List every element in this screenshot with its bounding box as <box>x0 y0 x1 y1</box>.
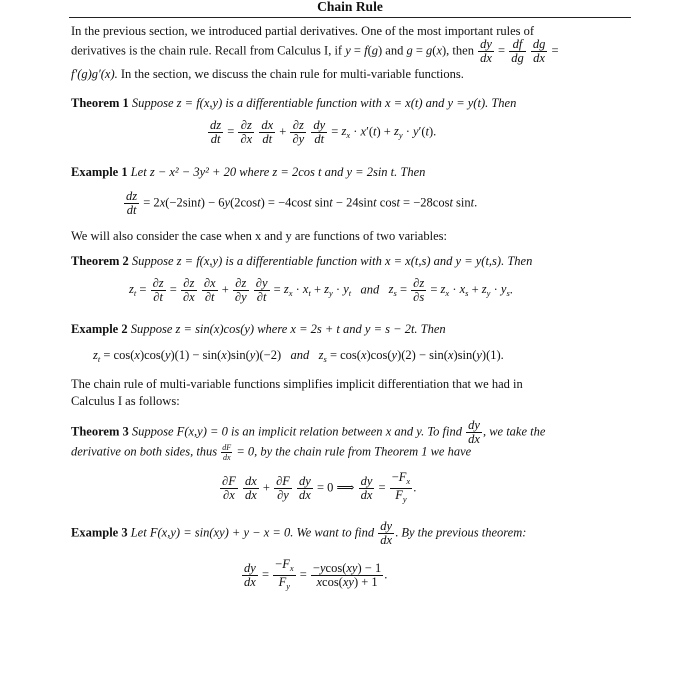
theorem2-label: Theorem 2 <box>71 254 129 268</box>
transition-text: We will also consider the case when x and y are functions of two variables: <box>71 229 447 243</box>
example3-text-b: By the previous theorem: <box>401 525 527 540</box>
example2-formula: $z_t = \cos(x)\cos(y)(1) - \sin(x)\sin(y)(-2)$ and $z_s = \cos(x)\cos(y)(2) - \sin(x)\sin(y)(1)$. <box>93 348 504 364</box>
example3-formula: $\frac{dy}{dx}$ = $\frac{-F_x}{F_y}$ = $\frac{-ycos(xy) - 1}{xcos(xy) + 1}$ . <box>244 557 388 591</box>
theorem1-text: Suppose z = f(x,y) is a differentiable function with x = x(t) and y = y(t). Then <box>131 96 517 110</box>
example1-formula: $\frac{dz}{dt}$ = 2x(−2sint) − 6y(2cost) = −4cost sint − 24sint cost = −28cost sint. <box>126 189 478 217</box>
theorem1-label: Theorem 1 <box>71 96 129 110</box>
df-dg-fraction: $\frac{df}{dg}$ <box>511 37 524 65</box>
section-title: Chain Rule <box>69 0 631 18</box>
example1-statement <box>71 164 558 181</box>
theorem3-line-2: derivative on both sides, thus $\frac{dF}{dx}$ = 0, by the chain rule from Theorem 1 we have <box>71 443 472 462</box>
dg-dx-fraction: $\frac{dg}{dx}$ <box>532 37 546 65</box>
theorem1-formula: $\frac{dz}{dt}$ = $\frac{\partial z}{\partial x}$ $\frac{dx}{dt}$ + $\frac{\partial z}{\partial y}$ $\frac{dy}{dt}$ = $z_x \cdot x'(t) + z_y \cdot y'(t)$. <box>210 118 437 146</box>
theorem2-statement <box>71 253 558 270</box>
example2-statement <box>71 321 558 338</box>
theorem3-line-1: Theorem 3 Suppose F(x,y) = 0 is an implicit relation between x and y. To find $\frac{dy}{dx}$ , we take the <box>71 418 546 446</box>
example1-label: Example 1 <box>71 165 128 179</box>
intro-text-b: In the section, we discuss the chain rule for multi-variable functions. <box>120 67 464 81</box>
intro-line-2: derivatives is the chain rule. Recall from Calculus I, if y = f(g) and g = g(x), then $\frac{dy}{dx}$ = $\frac{df}{dg}$ $\frac{dg}{dx}$ = <box>71 37 559 65</box>
example3-label: Example 3 <box>71 525 128 540</box>
intro-line-3 <box>71 66 558 83</box>
theorem1-statement <box>71 95 558 112</box>
intro-formula-b: f′(g)g′(x). <box>71 67 118 81</box>
implicit-intro-text: The chain rule of multi-variable functions simplifies implicit differentiation that we had in Calculus I as follows: <box>71 377 523 408</box>
theorem2-formula: $z_t$ = $\frac{\partial z}{\partial t}$ = $\frac{\partial z}{\partial x}$ $\frac{\partial x}{\partial t}$ + $\frac{\partial z}{\partial y}$ $\frac{\partial y}{\partial t}$ = $z_x \cdot x_t + z_y \cdot y_t$ and $z_s$ = $\frac{\partial z}{\partial s}$ = $z_x \cdot x_s + z_y \cdot y_s$. <box>129 276 513 304</box>
example2-label: Example 2 <box>71 322 128 336</box>
theorem2-text: Suppose z = f(x,y) is a differentiable function with x = x(t,s) and y = y(t,s). Then <box>131 254 533 268</box>
example3-statement: Example 3 Let F(x,y) = sin(xy) + y − x = 0. We want to find $\frac{dy}{dx}$ . By the previous theorem: <box>71 519 527 547</box>
theorem3-label: Theorem 3 <box>71 424 129 439</box>
example1-text: Let z − x² − 3y² + 20 where z = 2cos t and y = 2sin t. Then <box>130 165 426 179</box>
theorem3-formula: $\frac{\partial F}{\partial x}$ $\frac{dx}{dx}$ + $\frac{\partial F}{\partial y}$ $\frac{dy}{dx}$ = 0 ⟹ $\frac{dy}{dx}$ = $\frac{-F_x}{F_y}$ . <box>222 470 417 504</box>
intro-text: In the previous section, we introduced partial derivatives. One of the most important rules of <box>71 24 535 38</box>
dy-dx-fraction: $\frac{dy}{dx}$ <box>480 37 492 65</box>
example2-text: Suppose z = sin(x)cos(y) where x = 2s + t and y = s − 2t. Then <box>130 322 446 336</box>
